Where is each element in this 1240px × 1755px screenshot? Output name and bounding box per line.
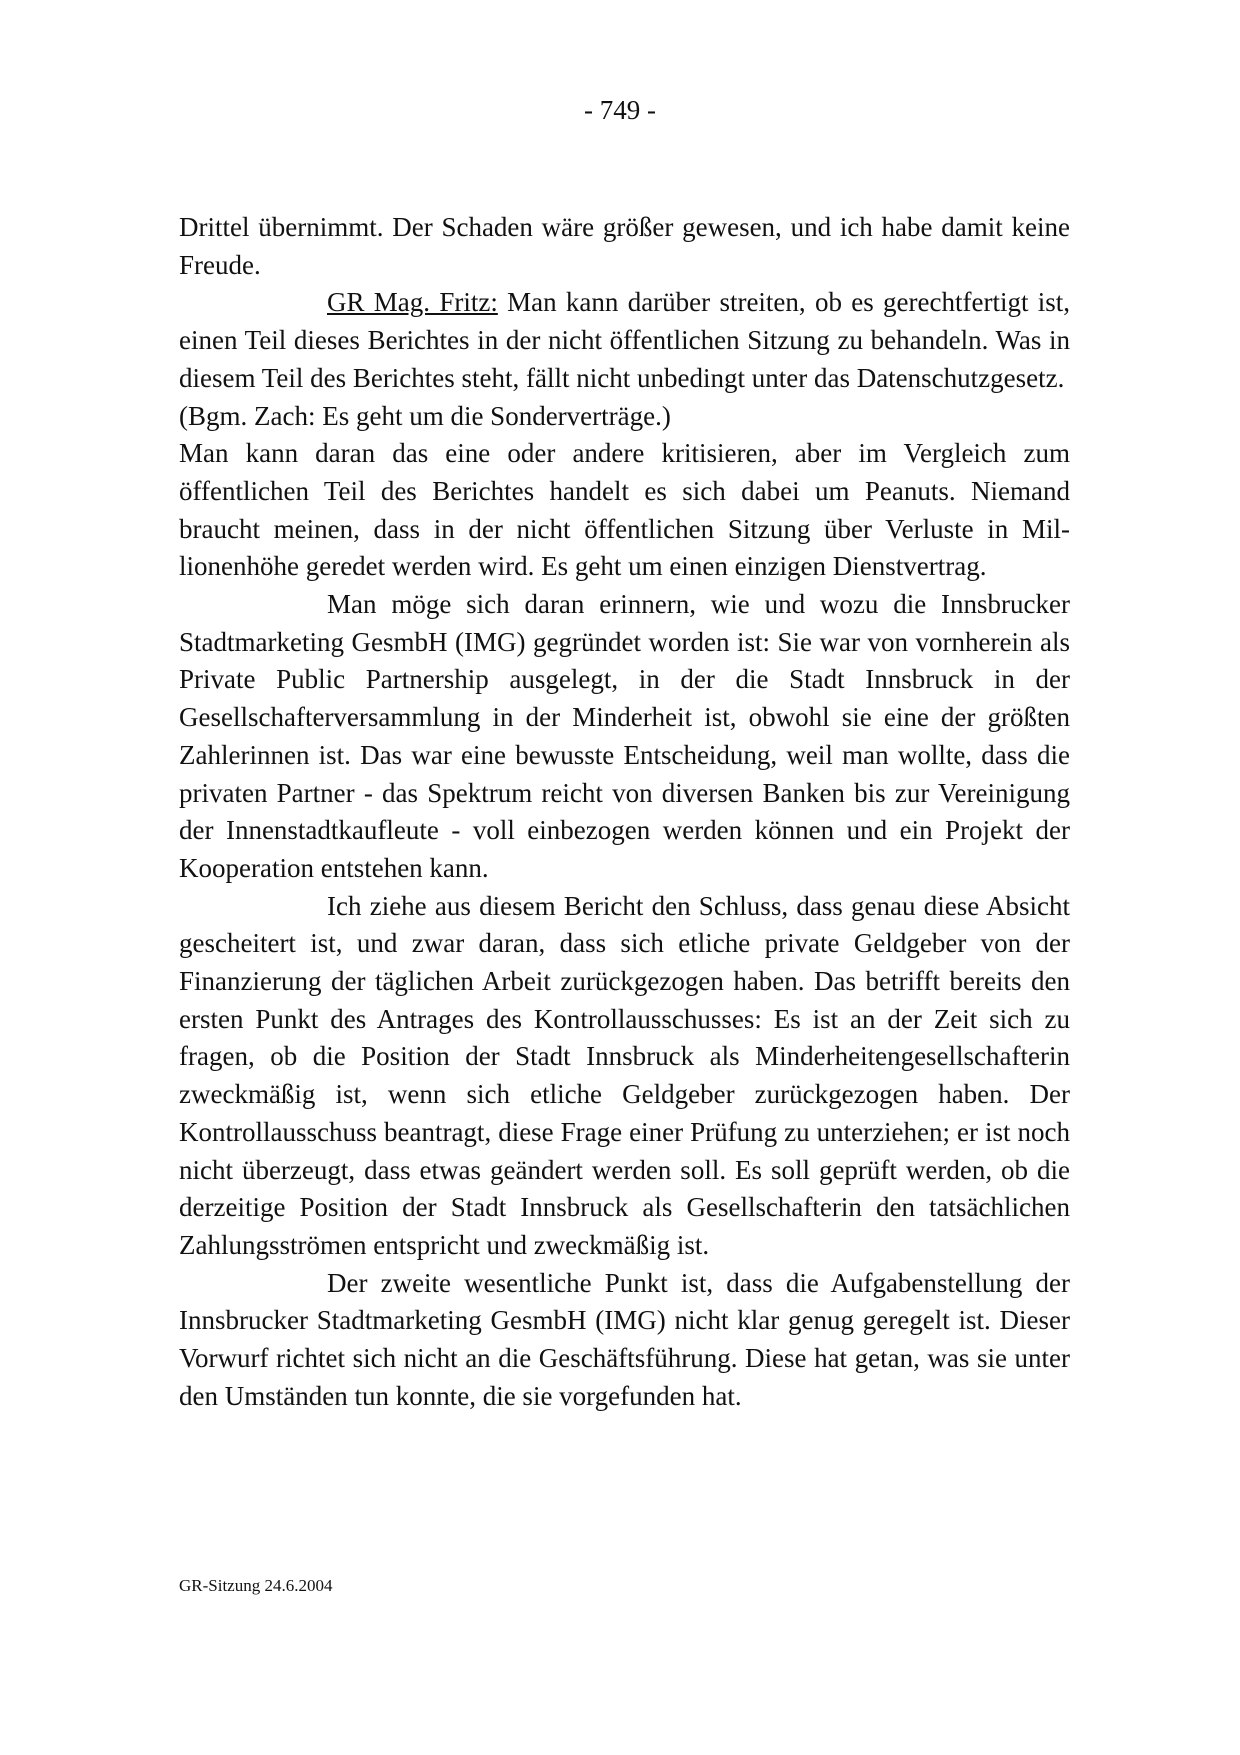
paragraph-continuation: Drittel übernimmt. Der Schaden wäre größer gewesen, und ich habe damit keine Freude. (179, 212, 1070, 280)
paragraph: Der zweite wesentliche Punkt ist, dass die Aufgabenstellung der Innsbrucker Stadtmarketing GesmbH (IMG) nicht klar genug geregelt ist. Dieser Vorwurf richtet sich nicht an die Geschäftsführung. Diese hat getan, was sie unter den Umständen tun konnte, die sie vorgefunden hat. (179, 1267, 1070, 1411)
speaker-name: GR Mag. Fritz: (327, 287, 498, 318)
interjection: (Bgm. Zach: Es geht um die Sonderverträge.) (179, 400, 671, 431)
footer-session-date: GR-Sitzung 24.6.2004 (179, 1576, 333, 1595)
paragraph: Man kann daran das eine oder andere kritisieren, aber im Vergleich zum öffentlichen Teil des Berichtes handelt es sich dabei um Peanuts. Niemand braucht meinen, dass in der nicht öffentlichen Sitzung über Verluste in Millionenhöhe geredet werden wird. Es geht um einen einzigen Dienstvertrag. (179, 438, 1070, 582)
document-body (179, 209, 1070, 1416)
paragraph: Ich ziehe aus diesem Bericht den Schluss, dass genau diese Absicht gescheitert ist, und zwar daran, dass sich etliche private Geldgeber von der Finanzierung der täglichen Arbeit zurückgezogen haben. Das betrifft bereits den ersten Punkt des Antrages des Kontrollausschusses: Es ist an der Zeit sich zu fragen, ob die Position der Stadt Innsbruck als Minderheitengesellschafterin zweckmäßig ist, wenn sich etliche Geldgeber zurückgezogen haben. Der Kontrollausschuss beantragt, diese Frage einer Prüfung zu unterziehen; er ist noch nicht überzeugt, dass etwas geändert werden soll. Es soll geprüft werden, ob die derzeitige Position der Stadt Innsbruck als Gesellschafterin den tatsächlichen Zahlungsströmen entspricht und zweckmäßig ist. (179, 890, 1070, 1260)
paragraph-speech-fritz (179, 284, 1070, 397)
paragraph: Man möge sich daran erinnern, wie und wozu die Innsbrucker Stadtmarketing GesmbH (IMG) gegründet worden ist: Sie war von vornherein als Private Public Partnership ausgelegt, in der die Stadt Innsbruck in der Gesellschafterversammlung in der Minderheit ist, obwohl sie eine der größten Zahlerinnen ist. Das war eine bewusste Entscheidung, weil man wollte, dass die privaten Partner - das Spektrum reicht von diversen Banken bis zur Vereinigung der Innenstadtkaufleute - voll einbezogen werden können und ein Projekt der Kooperation entstehen kann. (179, 589, 1070, 883)
page-number: - 749 - (584, 95, 656, 125)
speech-text: Man kann darüber streiten, ob es gerechtfertigt ist, einen Teil dieses Berichtes in der nicht öffentlichen Sitzung zu behandeln. Was in diesem Teil des Berichtes steht, fällt nicht unbedingt unter das Datenschutzgesetz. (179, 287, 1071, 393)
